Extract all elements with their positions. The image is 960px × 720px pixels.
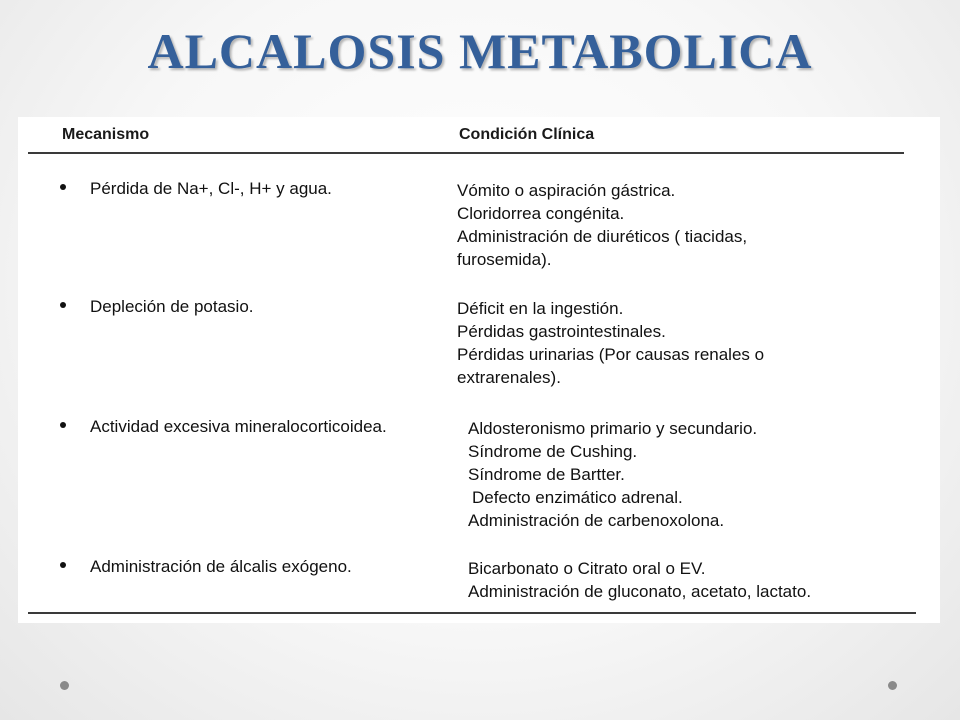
decorative-dot-left	[60, 681, 69, 690]
decorative-dot-right	[888, 681, 897, 690]
table-image-panel	[18, 117, 940, 623]
condition-list	[468, 417, 757, 532]
bullet-icon	[60, 422, 66, 428]
condition-list	[468, 557, 811, 603]
header-clinical-condition: Condición Clínica	[459, 126, 595, 143]
condition-item: Administración de carbenoxolona.	[468, 511, 725, 530]
condition-item: Pérdidas gastrointestinales.	[457, 322, 666, 341]
mechanism-text: Administración de álcalis exógeno.	[90, 557, 352, 576]
condition-item: Síndrome de Bartter.	[468, 465, 625, 484]
mechanism-text: Actividad excesiva mineralocorticoidea.	[90, 417, 387, 436]
condition-item: extrarenales).	[457, 368, 561, 387]
slide-title: ALCALOSIS METABOLICA	[147, 23, 813, 79]
condition-item: Déficit en la ingestión.	[457, 299, 624, 318]
condition-list	[457, 297, 764, 389]
condition-item: Síndrome de Cushing.	[468, 442, 638, 461]
bullet-icon	[60, 184, 66, 190]
condition-item: Administración de diuréticos ( tiacidas,	[457, 227, 748, 246]
condition-item: Vómito o aspiración gástrica.	[457, 181, 676, 200]
mechanism-text: Pérdida de Na+, Cl-, H+ y agua.	[90, 179, 332, 198]
header-mechanism: Mecanismo	[62, 126, 150, 143]
condition-item: Pérdidas urinarias (Por causas renales o	[457, 345, 765, 364]
condition-list	[457, 179, 747, 271]
condition-item: Defecto enzimático adrenal.	[472, 488, 683, 507]
condition-item: Aldosteronismo primario y secundario.	[468, 419, 758, 438]
header-rule	[28, 152, 904, 154]
bullet-icon	[60, 562, 66, 568]
condition-item: furosemida).	[457, 250, 552, 269]
mechanism-text: Depleción de potasio.	[90, 297, 254, 316]
condition-item: Bicarbonato o Citrato oral o EV.	[468, 559, 706, 578]
condition-item: Administración de gluconato, acetato, lactato.	[468, 582, 812, 601]
bullet-icon	[60, 302, 66, 308]
condition-item: Cloridorrea congénita.	[457, 204, 625, 223]
footer-rule	[28, 612, 916, 614]
